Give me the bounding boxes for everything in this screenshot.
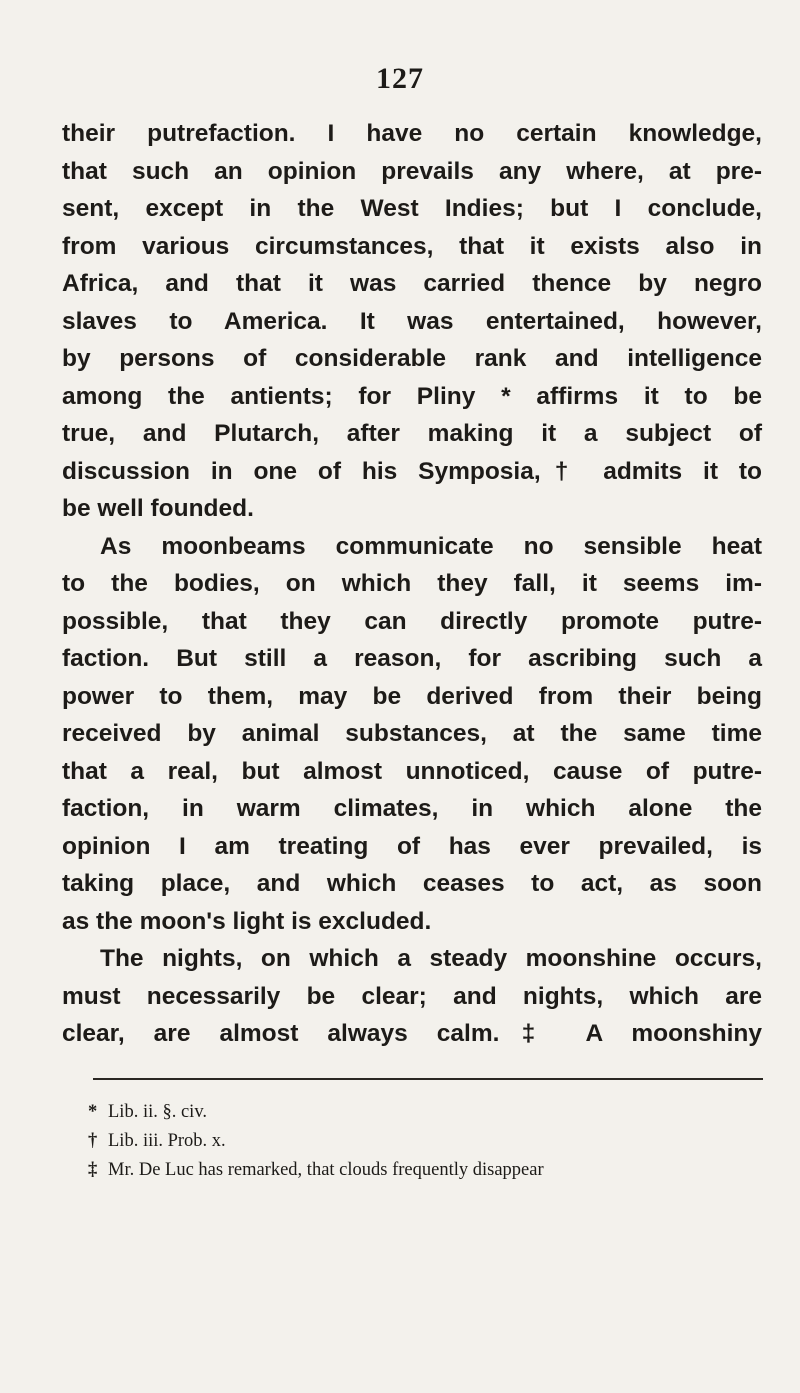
- text-line: their putrefaction. I have no certain knowledge,: [62, 120, 762, 147]
- footnote: [88, 1127, 768, 1156]
- footnote-mark: *: [88, 1102, 98, 1122]
- footnote-mark: ‡: [88, 1160, 98, 1180]
- text-line: must necessarily be clear; and nights, which are: [62, 982, 762, 1010]
- text-line: by persons of considerable rank and intelligence: [62, 345, 762, 372]
- paragraph-1: [62, 115, 762, 528]
- text-line: possible, that they can directly promote putre-: [62, 607, 762, 635]
- footnote-text: Mr. De Luc has remarked, that clouds frequently disappear: [108, 1160, 544, 1180]
- footnote-text: Lib. iii. Prob. x.: [108, 1131, 226, 1151]
- text-line: be well founded.: [62, 495, 254, 522]
- text-line: that a real, but almost unnoticed, cause of putre-: [62, 757, 762, 785]
- text-line: faction, in warm climates, in which alone the: [62, 795, 762, 822]
- text-line: clear, are almost always calm.‡ A moonshiny: [62, 1020, 762, 1047]
- text-line: from various circumstances, that it exists also in: [62, 232, 762, 260]
- text-line: sent, except in the West Indies; but I conclude,: [62, 195, 762, 222]
- footnote: [88, 1156, 768, 1185]
- text-line: As moonbeams communicate no sensible heat: [100, 532, 762, 560]
- text-line: as the moon's light is excluded.: [62, 907, 432, 935]
- text-line: Africa, and that it was carried thence by negro: [62, 270, 762, 297]
- text-line: among the antients; for Pliny * affirms it to be: [62, 382, 762, 410]
- footnote: [88, 1098, 768, 1127]
- footnote-divider: [93, 1078, 763, 1080]
- footnotes: [88, 1098, 768, 1185]
- text-line: that such an opinion prevails any where, at pre-: [62, 157, 762, 185]
- text-line: received by animal substances, at the same time: [62, 720, 762, 747]
- text-line: faction. But still a reason, for ascribing such a: [62, 645, 762, 672]
- text-line: opinion I am treating of has ever prevailed, is: [62, 832, 762, 860]
- text-line: taking place, and which ceases to act, as soon: [62, 870, 762, 897]
- footnote-text: Lib. ii. §. civ.: [108, 1102, 207, 1122]
- paragraph-2: [62, 528, 762, 941]
- text-line: power to them, may be derived from their being: [62, 682, 762, 710]
- text-line: to the bodies, on which they fall, it seems im-: [62, 570, 762, 597]
- text-line: slaves to America. It was entertained, however,: [62, 307, 762, 335]
- text-line: discussion in one of his Symposia,† admits it to: [62, 457, 762, 485]
- page-number: 127: [376, 62, 424, 95]
- footnote-mark: †: [88, 1131, 98, 1151]
- text-line: true, and Plutarch, after making it a subject of: [62, 420, 762, 447]
- body-text: [62, 115, 762, 1053]
- text-line: The nights, on which a steady moonshine occurs,: [100, 945, 762, 972]
- paragraph-3: [62, 940, 762, 1053]
